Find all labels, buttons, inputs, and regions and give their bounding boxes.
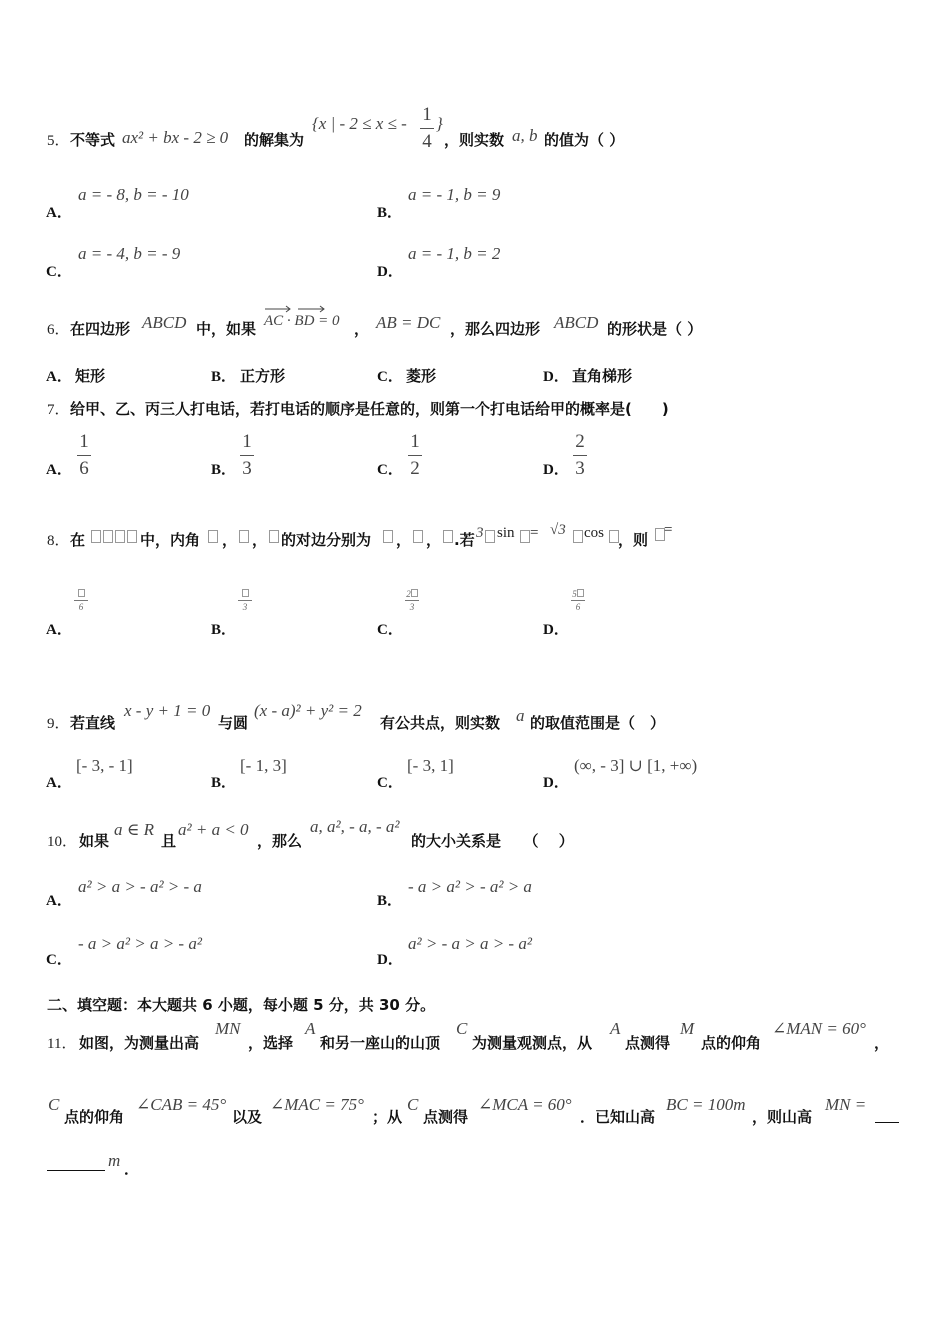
q11-text-6: 点的仰角 [701,1034,762,1052]
q5-stem-3: ，则实数 [444,131,505,149]
q8-option-a-label: A． [46,622,72,638]
missing-glyph-icon [412,526,424,545]
q8-stem-6: = [664,522,673,538]
q10-option-a-label: A． [46,893,72,909]
q5-set-left: {x | - 2 ≤ x ≤ - [312,114,407,133]
q11-angle-mac: ∠MAC = 75° [270,1095,364,1114]
q11-unit: m [108,1151,121,1170]
q6-shape-2: ABCD [554,313,599,332]
q8-option-d-fraction [571,589,585,612]
q8-option-c-label: C． [377,622,403,638]
q8-sep-3: ， [396,531,412,549]
q9-option-d: (∞, - 3] ∪ [1, +∞) [574,756,698,775]
q11-point-c-3: C [407,1095,419,1114]
missing-glyph-icon [442,526,454,545]
q7-option-a-fraction [77,431,91,480]
q6-option-d-label: D． [543,369,569,385]
q10-stem-4: 的大小关系是 （ ） [411,832,574,850]
q7-option-a-den: 6 [79,458,89,479]
q6-stem-1: 在四边形 [70,320,131,338]
q7-option-b-label: B． [211,462,237,478]
q9-option-d-label: D． [543,775,569,791]
q8-eq-sqrt: √3 [550,522,566,538]
q11-text-12: ．已知山高 [580,1108,656,1126]
q6-stem-2: 中，如果 [196,320,257,338]
q9-stem-3: 有公共点，则实数 [380,714,501,732]
q5-stem-4: 的值为（ ） [544,131,625,149]
q7-option-a-num: 1 [79,431,89,452]
q10-number: 10． [47,834,78,850]
q8-option-b-label: B． [211,622,237,638]
q6-number: 6． [47,322,70,338]
q5-option-a: a = - 8, b = - 10 [78,185,189,204]
q8-sep-1: ， [222,531,238,549]
q5-set-numerator: 1 [422,104,432,125]
q8-option-a-fraction [74,589,88,612]
q10-cond-1: a ∈ R [114,820,154,839]
q10-option-b: - a > a² > - a² > a [408,877,532,896]
q5-option-c-label: C． [46,264,72,280]
q8-stem-1: 在 [70,531,86,549]
q5-option-b: a = - 1, b = 9 [408,185,501,204]
q11-text-11: 点测得 [423,1108,469,1126]
q9-option-c: [- 3, 1] [407,756,454,775]
missing-glyph-icon [238,526,250,545]
q11-point-m: M [680,1019,695,1038]
q5-set-right: } [436,114,443,133]
q5-option-a-label: A． [46,205,72,221]
q5-option-c: a = - 4, b = - 9 [78,244,181,263]
q10-cond-2: a² + a < 0 [178,820,249,839]
q6-vector-product: AC · BD = 0 [264,313,340,329]
q9-line: x - y + 1 = 0 [124,701,211,720]
answer-blank-part-1[interactable] [875,1122,899,1123]
q10-stem-1: 如果 [79,832,110,850]
q8-option-c-den: 3 [409,602,415,612]
q11-point-c-2: C [48,1095,60,1114]
q11-text-14: ． [124,1160,140,1178]
q7-option-b-den: 3 [242,458,252,479]
q8-option-c-num: 2 [406,589,411,599]
q11-height-bc: BC = 100m [666,1095,746,1114]
q11-text-7: ， [874,1034,890,1052]
q8-stem-4: .若 [454,531,475,549]
q5-vars: a, b [512,126,538,145]
q6-option-a-label: A． [46,369,72,385]
q10-terms: a, a², - a, - a² [310,817,400,836]
missing-glyph-icon [207,526,219,545]
q8-option-b-den: 3 [242,602,248,612]
missing-glyph-icon [484,526,496,545]
q11-number: 11． [47,1036,77,1052]
q8-sep-2: ， [252,531,268,549]
q8-option-d-den: 6 [575,602,581,612]
q11-text-1: 如图，为测量出高 [79,1034,200,1052]
q7-option-c-den: 2 [410,458,420,479]
vector-arrows-icon [264,305,326,313]
q10-stem-2: 且 [161,832,177,850]
q8-stem-2: 中，内角 [140,531,201,549]
q8-eq-sin: sin [497,525,515,541]
q6-option-c: 菱形 [406,367,437,385]
q7-option-c-num: 1 [410,431,420,452]
q5-stem-1: 不等式 [70,131,116,149]
q11-text-3: 和另一座山的山顶 [320,1034,441,1052]
q7-option-a-label: A． [46,462,72,478]
q6-stem-4: 的形状是（ ） [607,320,703,338]
q10-option-b-label: B． [377,893,403,909]
q6-stem-3: ，那么四边形 [450,320,541,338]
q10-stem-3: ，那么 [257,832,303,850]
q6-option-b: 正方形 [240,367,286,385]
q9-var: a [516,706,525,725]
missing-glyph-icon [572,526,584,545]
q7-option-d-den: 3 [575,458,585,479]
q8-number: 8． [47,533,70,549]
q5-option-d: a = - 1, b = 2 [408,244,501,263]
q11-text-13: ，则山高 [752,1108,813,1126]
q9-option-a-label: A． [46,775,72,791]
answer-blank-part-2[interactable] [47,1170,105,1171]
q9-option-c-label: C． [377,775,403,791]
q8-option-a-den: 6 [78,602,84,612]
q7-stem: 给甲、乙、丙三人打电话，若打电话的顺序是任意的，则第一个打电话给甲的概率是( ) [70,400,669,418]
q5-option-b-label: B． [377,205,403,221]
q8-eq-mid: = [530,525,539,541]
q11-angle-mca: ∠MCA = 60° [478,1095,572,1114]
q11-text-9: 以及 [232,1108,263,1126]
q5-inequality: ax² + bx - 2 ≥ 0 [122,128,229,147]
q8-stem-5: ，则 [618,531,649,549]
q10-option-a: a² > a > - a² > - a [78,877,202,896]
missing-glyph-icon [268,526,280,545]
q8-stem-3: 的对边分别为 [281,531,372,549]
q7-number: 7． [47,402,70,418]
q11-text-8: 点的仰角 [64,1108,125,1126]
q10-option-d: a² > - a > a > - a² [408,934,532,953]
q11-text-4: 为测量观测点，从 [472,1034,593,1052]
q7-option-d-num: 2 [575,431,585,452]
q7-option-c-label: C． [377,462,403,478]
q9-stem-1: 若直线 [70,714,116,732]
q11-text-10: ；从 [372,1108,403,1126]
q6-option-d: 直角梯形 [572,367,633,385]
q5-number: 5． [47,133,70,149]
q8-option-d-num: 5 [572,589,577,599]
q10-option-d-label: D． [377,952,403,968]
q9-stem-2: 与圆 [218,714,249,732]
q5-set-denominator: 4 [422,131,432,152]
q9-stem-4: 的取值范围是（ ） [530,714,666,732]
q11-angle-man: ∠MAN = 60° [772,1019,866,1038]
q9-number: 9． [47,716,70,732]
q6-comma: ， [354,320,370,338]
q8-option-b-fraction [238,589,252,612]
q5-option-d-label: D． [377,264,403,280]
q11-angle-cab: ∠CAB = 45° [136,1095,227,1114]
q8-option-c-fraction [405,589,419,612]
q6-option-c-label: C． [377,369,403,385]
q5-stem-2: 的解集为 [244,131,305,149]
q9-option-a: [- 3, - 1] [76,756,133,775]
q11-text-2: ，选择 [248,1034,294,1052]
q7-option-b-num: 1 [242,431,252,452]
q9-option-b: [- 1, 3] [240,756,287,775]
missing-glyph-icon [90,526,138,545]
q9-option-b-label: B． [211,775,237,791]
q7-option-b-fraction [240,431,254,480]
q8-eq-cos: cos [584,525,604,541]
q10-option-c-label: C． [46,952,72,968]
q5-set-fraction [420,104,434,153]
q11-mn: MN [215,1019,241,1038]
q6-option-a: 矩形 [75,367,106,385]
q8-sep-4: ， [426,531,442,549]
q7-option-d-fraction [573,431,587,480]
q9-circle: (x - a)² + y² = 2 [254,701,362,720]
q10-option-c: - a > a² > a > - a² [78,934,202,953]
q11-point-a-2: A [610,1019,621,1038]
q6-option-b-label: B． [211,369,237,385]
section-heading-fill-in: 二、填空题：本大题共 6 小题，每小题 5 分，共 30 分。 [47,996,436,1014]
q8-eq-coef: 3 [476,525,484,541]
q11-point-a: A [305,1019,316,1038]
q11-mn-2: MN = [825,1095,867,1114]
q8-option-d-label: D． [543,622,569,638]
q7-option-c-fraction [408,431,422,480]
q6-shape: ABCD [142,313,187,332]
missing-glyph-icon [382,526,394,545]
q11-point-c: C [456,1019,468,1038]
q11-text-5: 点测得 [625,1034,671,1052]
q7-option-d-label: D． [543,462,569,478]
q6-equality: AB = DC [376,313,441,332]
